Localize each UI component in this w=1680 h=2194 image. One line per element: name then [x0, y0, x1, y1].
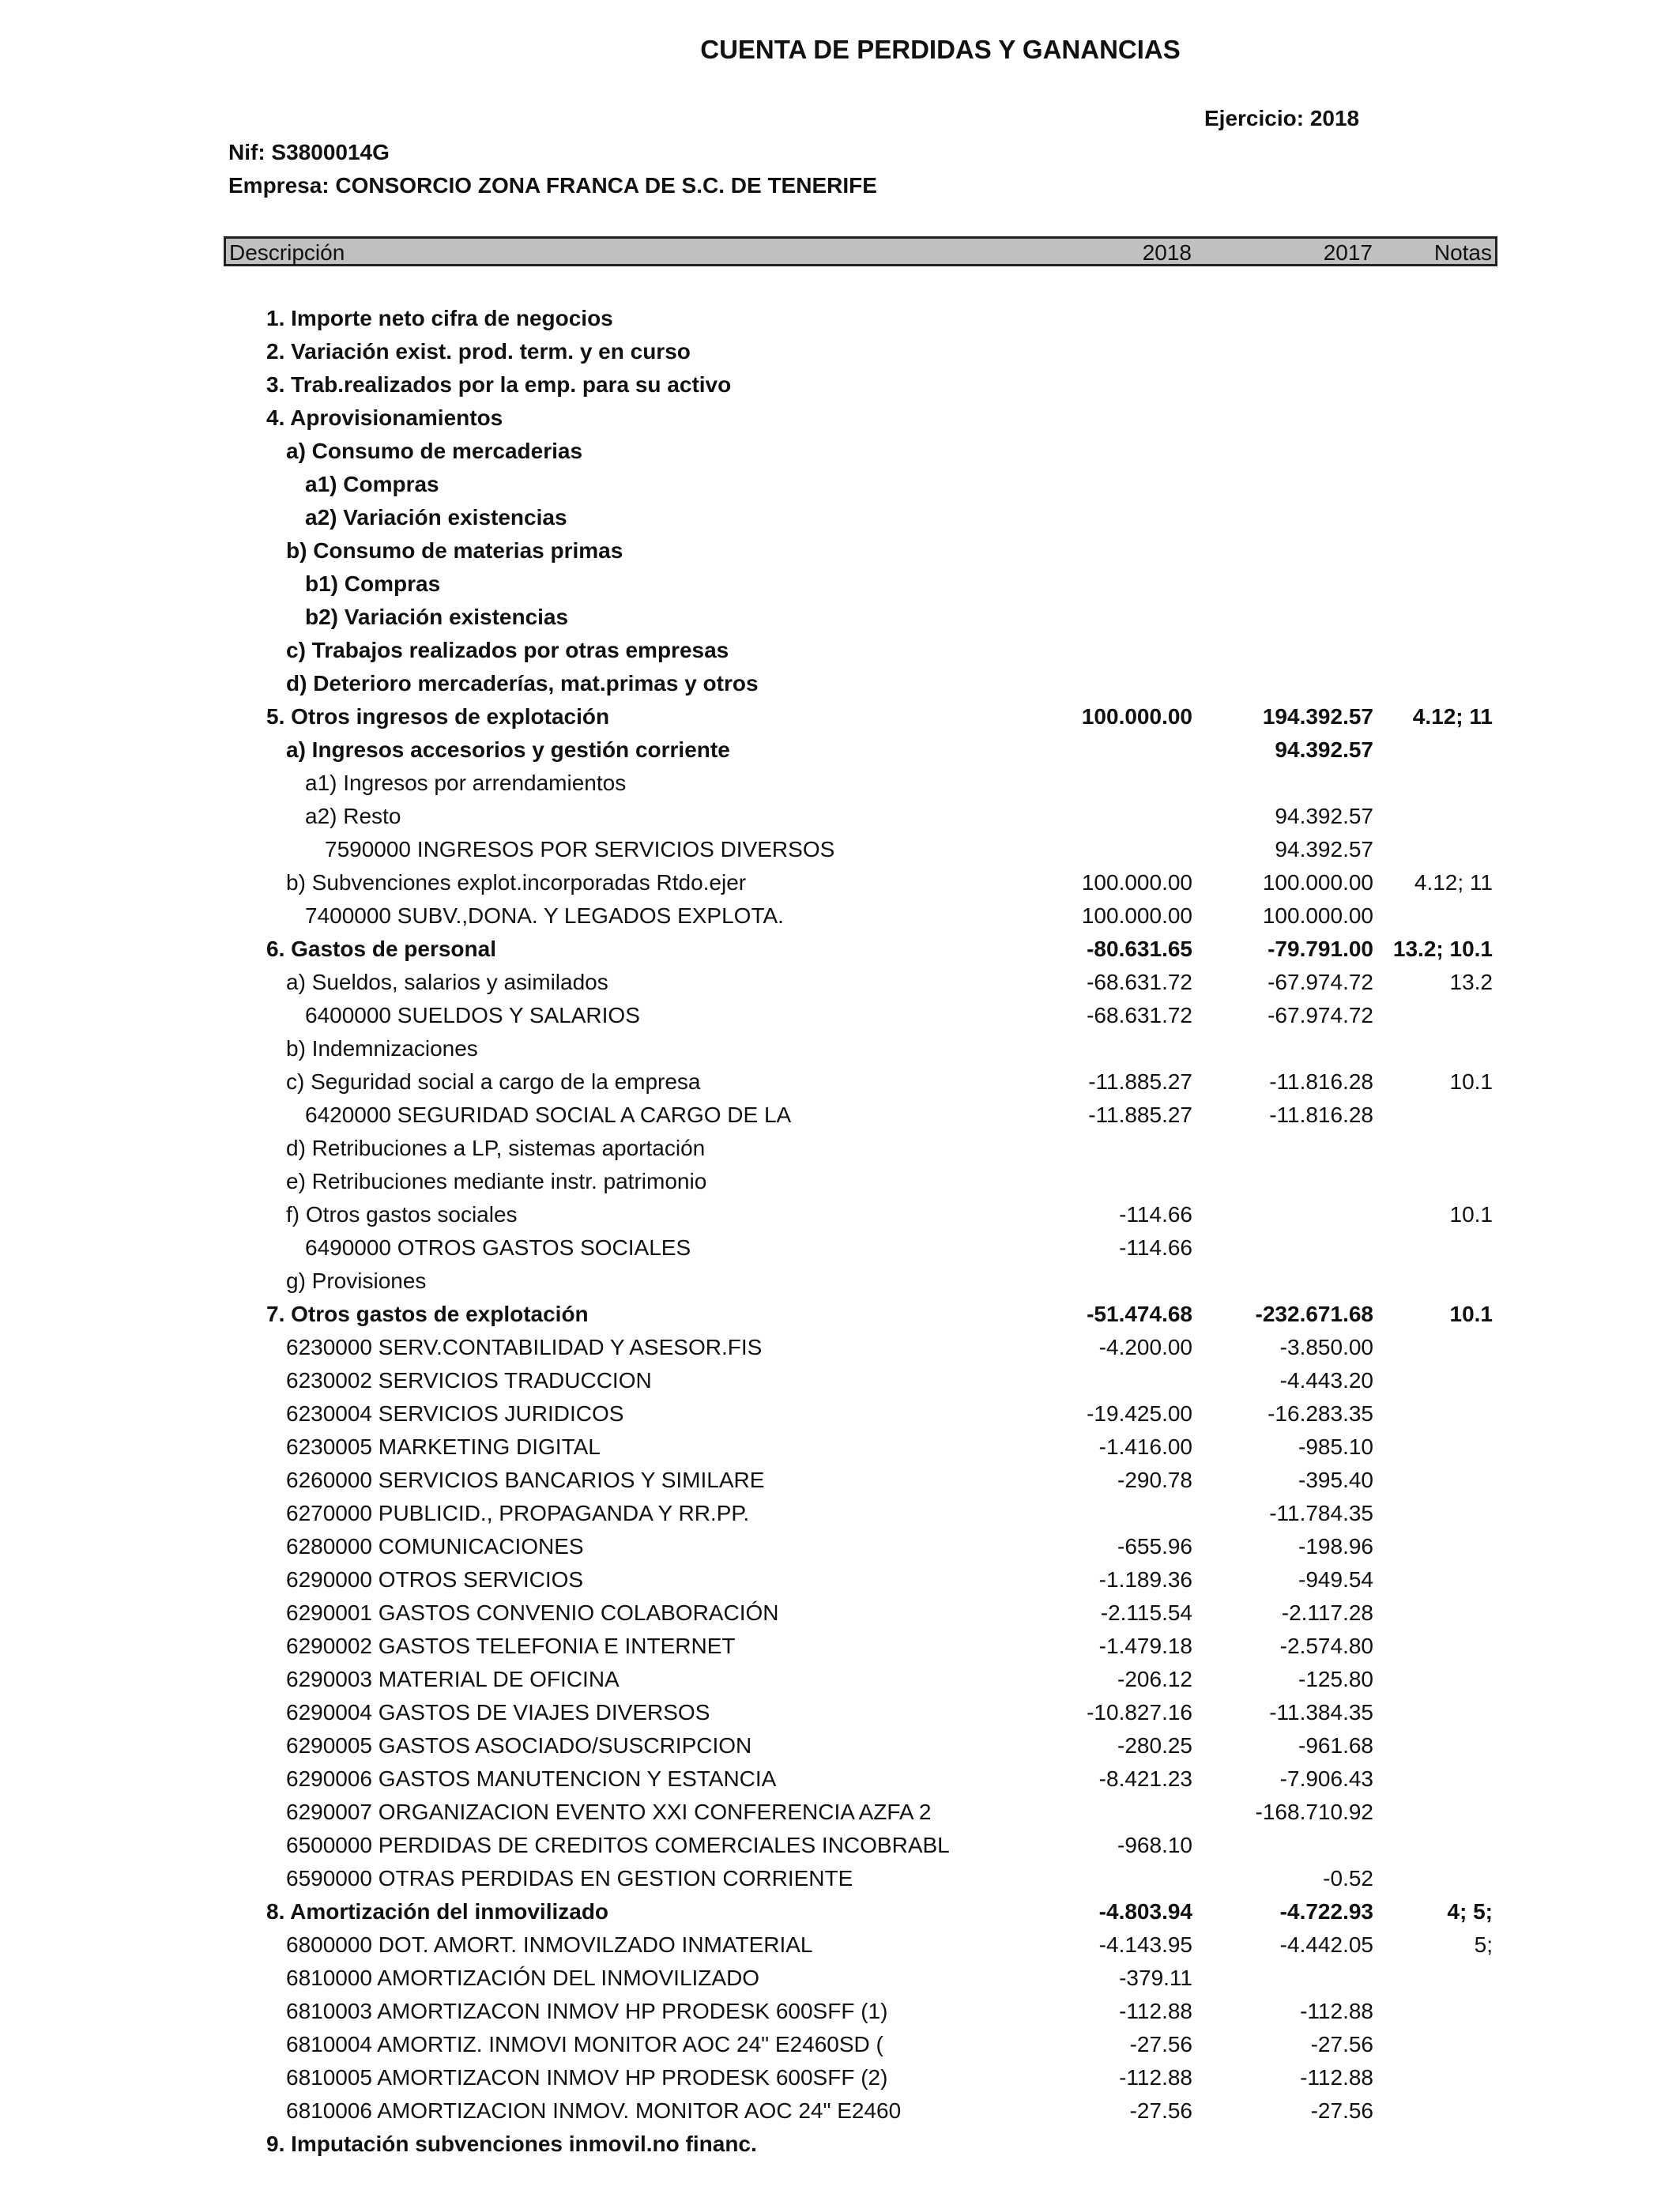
table-row: [0, 303, 1680, 336]
table-row: [0, 734, 1680, 767]
row-description: 6290003 MATERIAL DE OFICINA: [286, 1667, 620, 1691]
row-description: b2) Variación existencias: [305, 605, 569, 629]
row-value-2017: -11.384.35: [1269, 1700, 1373, 1725]
row-value-2018: -19.425.00: [1087, 1401, 1192, 1426]
row-value-2018: -206.12: [1117, 1667, 1192, 1691]
row-value-2017: -949.54: [1298, 1567, 1373, 1592]
row-description: b) Subvenciones explot.incorporadas Rtdo.ejer: [286, 870, 747, 895]
table-row: [0, 502, 1680, 535]
row-description: 6260000 SERVICIOS BANCARIOS Y SIMILARE: [286, 1468, 765, 1492]
row-value-2017: -232.671.68: [1255, 1302, 1373, 1326]
document-title: CUENTA DE PERDIDAS Y GANANCIAS: [700, 35, 1181, 64]
row-description: g) Provisiones: [286, 1269, 427, 1293]
table-row: [0, 1996, 1680, 2029]
table-row: [0, 1000, 1680, 1033]
row-value-2018: -114.66: [1119, 1235, 1192, 1260]
table-row: [0, 1597, 1680, 1630]
table-row: [0, 1099, 1680, 1133]
row-value-2018: -68.631.72: [1087, 970, 1192, 994]
row-description: 7400000 SUBV.,DONA. Y LEGADOS EXPLOTA.: [305, 903, 784, 928]
row-description: 6230004 SERVICIOS JURIDICOS: [286, 1401, 624, 1426]
table-row: [0, 1498, 1680, 1531]
row-description: 6290000 OTROS SERVICIOS: [286, 1567, 584, 1592]
tax-id: Nif: S3800014G: [228, 140, 390, 164]
row-description: 9. Imputación subvenciones inmovil.no financ.: [266, 2132, 757, 2156]
table-row: [0, 1730, 1680, 1763]
table-row: [0, 967, 1680, 1000]
row-value-2018: -27.56: [1129, 2032, 1192, 2056]
row-value-2018: -4.200.00: [1098, 1335, 1192, 1359]
row-value-2017: -112.88: [1300, 2065, 1373, 2090]
table-row: [0, 1133, 1680, 1166]
row-description: b) Indemnizaciones: [286, 1036, 478, 1061]
row-value-2018: 100.000.00: [1081, 704, 1192, 729]
row-notas: 10.1: [1449, 1302, 1493, 1326]
table-row: [0, 701, 1680, 734]
row-description: 6270000 PUBLICID., PROPAGANDA Y RR.PP.: [286, 1501, 750, 1525]
row-value-2018: -11.885.27: [1088, 1103, 1192, 1127]
row-description: 1. Importe neto cifra de negocios: [266, 306, 613, 330]
row-value-2017: 194.392.57: [1262, 704, 1373, 729]
row-value-2017: 100.000.00: [1262, 870, 1373, 895]
table-row: [0, 369, 1680, 402]
row-description: 6290004 GASTOS DE VIAJES DIVERSOS: [286, 1700, 710, 1725]
row-value-2017: -27.56: [1310, 2098, 1373, 2123]
row-value-2018: -1.189.36: [1098, 1567, 1192, 1592]
row-value-2018: 100.000.00: [1081, 903, 1192, 928]
row-value-2018: -4.803.94: [1098, 1899, 1192, 1924]
row-description: 7. Otros gastos de explotación: [266, 1302, 589, 1326]
row-description: a2) Resto: [305, 804, 401, 828]
row-description: b1) Compras: [305, 571, 441, 596]
row-value-2017: -16.283.35: [1268, 1401, 1373, 1426]
row-description: d) Deterioro mercaderías, mat.primas y otros: [286, 671, 759, 696]
row-value-2018: -4.143.95: [1098, 1932, 1192, 1957]
row-description: 6290006 GASTOS MANUTENCION Y ESTANCIA: [286, 1766, 777, 1791]
row-value-2017: -67.974.72: [1268, 970, 1373, 994]
row-value-2018: -1.479.18: [1098, 1634, 1192, 1658]
row-value-2018: -114.66: [1119, 1202, 1192, 1227]
row-value-2018: -51.474.68: [1087, 1302, 1192, 1326]
header-year-2018: 2018: [1142, 240, 1192, 265]
table-row: [0, 834, 1680, 867]
table-row: [0, 1332, 1680, 1365]
row-description: 3. Trab.realizados por la emp. para su activo: [266, 372, 732, 397]
row-value-2017: -198.96: [1298, 1534, 1373, 1559]
row-description: 6290002 GASTOS TELEFONIA E INTERNET: [286, 1634, 736, 1658]
row-description: 6290001 GASTOS CONVENIO COLABORACIÓN: [286, 1600, 779, 1625]
row-value-2017: -3.850.00: [1279, 1335, 1373, 1359]
header-descripcion: Descripción: [229, 240, 345, 265]
row-value-2018: 100.000.00: [1081, 870, 1192, 895]
table-body: [0, 303, 1680, 2162]
table-row: [0, 2095, 1680, 2128]
row-description: d) Retribuciones a LP, sistemas aportación: [286, 1136, 706, 1160]
table-row: [0, 1630, 1680, 1664]
table-row: [0, 635, 1680, 668]
table-row: [0, 601, 1680, 635]
row-value-2018: -11.885.27: [1088, 1069, 1192, 1094]
row-description: a2) Variación existencias: [305, 505, 567, 530]
row-description: 6810006 AMORTIZACION INMOV. MONITOR AOC 24" E2460: [286, 2098, 902, 2123]
table-row: [0, 1796, 1680, 1830]
fiscal-year: Ejercicio: 2018: [1204, 106, 1360, 130]
header-year-2017: 2017: [1323, 240, 1373, 265]
row-value-2018: -379.11: [1119, 1966, 1192, 1990]
row-description: 6420000 SEGURIDAD SOCIAL A CARGO DE LA: [305, 1103, 792, 1127]
row-description: a) Ingresos accesorios y gestión corriente: [286, 737, 730, 762]
row-description: 6810000 AMORTIZACIÓN DEL INMOVILIZADO: [286, 1966, 760, 1990]
row-description: 6490000 OTROS GASTOS SOCIALES: [305, 1235, 691, 1260]
table-row: [0, 2062, 1680, 2095]
row-value-2017: -961.68: [1298, 1733, 1373, 1758]
table-row: [0, 1863, 1680, 1896]
row-value-2017: -112.88: [1300, 1999, 1373, 2023]
row-description: 6500000 PERDIDAS DE CREDITOS COMERCIALES INCOBRABL: [286, 1833, 950, 1857]
row-value-2017: -67.974.72: [1268, 1003, 1373, 1027]
table-row: [0, 1929, 1680, 1962]
row-value-2017: -168.710.92: [1255, 1800, 1373, 1824]
table-row: [0, 1431, 1680, 1465]
table-row: [0, 1066, 1680, 1099]
table-row: [0, 1465, 1680, 1498]
row-value-2017: -7.906.43: [1279, 1766, 1373, 1791]
row-value-2018: -8.421.23: [1098, 1766, 1192, 1791]
table-row: [0, 1763, 1680, 1796]
row-value-2017: -79.791.00: [1268, 937, 1373, 961]
row-description: 6. Gastos de personal: [266, 937, 496, 961]
row-description: 6290005 GASTOS ASOCIADO/SUSCRIPCION: [286, 1733, 752, 1758]
row-value-2018: -968.10: [1117, 1833, 1192, 1857]
table-row: [0, 402, 1680, 435]
row-description: f) Otros gastos sociales: [286, 1202, 518, 1227]
row-value-2018: -290.78: [1117, 1468, 1192, 1492]
row-notas: 4; 5;: [1447, 1899, 1493, 1924]
row-description: 6810004 AMORTIZ. INMOVI MONITOR AOC 24" E2460SD (: [286, 2032, 883, 2056]
row-value-2018: -10.827.16: [1087, 1700, 1192, 1725]
row-description: c) Seguridad social a cargo de la empresa: [286, 1069, 701, 1094]
table-row: [0, 336, 1680, 369]
row-notas: 10.1: [1449, 1069, 1493, 1094]
table-row: [0, 469, 1680, 502]
row-notas: 4.12; 11: [1414, 870, 1493, 895]
row-description: e) Retribuciones mediante instr. patrimonio: [286, 1169, 707, 1193]
table-row: [0, 933, 1680, 967]
row-value-2017: -125.80: [1298, 1667, 1373, 1691]
row-value-2017: -4.442.05: [1279, 1932, 1373, 1957]
row-description: 5. Otros ingresos de explotación: [266, 704, 610, 729]
table-header: [224, 236, 1497, 266]
row-value-2018: -1.416.00: [1098, 1434, 1192, 1459]
table-row: [0, 2029, 1680, 2062]
table-row: [0, 767, 1680, 801]
table-row: [0, 1564, 1680, 1597]
row-notas: 13.2: [1449, 970, 1493, 994]
row-value-2017: -4.722.93: [1279, 1899, 1373, 1924]
table-row: [0, 568, 1680, 601]
row-value-2018: -80.631.65: [1087, 937, 1192, 961]
row-description: 6290007 ORGANIZACION EVENTO XXI CONFERENCIA AZFA 2: [286, 1800, 932, 1824]
row-value-2017: -11.784.35: [1269, 1501, 1373, 1525]
table-row: [0, 1199, 1680, 1232]
row-value-2018: -112.88: [1119, 2065, 1192, 2090]
table-row: [0, 900, 1680, 933]
row-description: 6280000 COMUNICACIONES: [286, 1534, 584, 1559]
row-value-2018: -68.631.72: [1087, 1003, 1192, 1027]
row-value-2017: -0.52: [1323, 1866, 1373, 1891]
table-row: [0, 535, 1680, 568]
table-row: [0, 801, 1680, 834]
table-row: [0, 1896, 1680, 1929]
row-value-2017: 94.392.57: [1275, 837, 1373, 861]
row-description: 6810003 AMORTIZACON INMOV HP PRODESK 600SFF (1): [286, 1999, 888, 2023]
row-notas: 5;: [1474, 1932, 1493, 1957]
row-description: 6230000 SERV.CONTABILIDAD Y ASESOR.FIS: [286, 1335, 763, 1359]
row-description: 6810005 AMORTIZACON INMOV HP PRODESK 600SFF (2): [286, 2065, 888, 2090]
row-value-2017: 94.392.57: [1275, 804, 1373, 828]
row-value-2018: -280.25: [1117, 1733, 1192, 1758]
row-value-2017: 100.000.00: [1262, 903, 1373, 928]
table-row: [0, 1830, 1680, 1863]
table-row: [0, 1664, 1680, 1697]
row-description: 6590000 OTRAS PERDIDAS EN GESTION CORRIENTE: [286, 1866, 853, 1891]
table-row: [0, 2128, 1680, 2162]
row-value-2017: -4.443.20: [1279, 1368, 1373, 1393]
table-row: [0, 668, 1680, 701]
table-row: [0, 1697, 1680, 1730]
row-value-2018: -112.88: [1119, 1999, 1192, 2023]
table-row: [0, 867, 1680, 900]
table-row: [0, 1962, 1680, 1996]
table-row: [0, 1033, 1680, 1066]
row-description: 6230002 SERVICIOS TRADUCCION: [286, 1368, 652, 1393]
table-row: [0, 1531, 1680, 1564]
table-row: [0, 1232, 1680, 1265]
row-value-2017: -11.816.28: [1269, 1069, 1373, 1094]
header-notas: Notas: [1433, 240, 1492, 265]
row-value-2017: -11.816.28: [1269, 1103, 1373, 1127]
row-description: 6800000 DOT. AMORT. INMOVILZADO INMATERIAL: [286, 1932, 813, 1957]
row-value-2018: -2.115.54: [1100, 1600, 1192, 1625]
row-notas: 10.1: [1449, 1202, 1493, 1227]
row-value-2017: -2.574.80: [1279, 1634, 1373, 1658]
row-description: a) Consumo de mercaderias: [286, 439, 583, 463]
row-value-2018: -27.56: [1129, 2098, 1192, 2123]
row-value-2018: -655.96: [1117, 1534, 1192, 1559]
row-description: a1) Compras: [305, 472, 439, 496]
row-notas: 4.12; 11: [1412, 704, 1493, 729]
row-description: 8. Amortización del inmovilizado: [266, 1899, 609, 1924]
row-description: 7590000 INGRESOS POR SERVICIOS DIVERSOS: [325, 837, 835, 861]
row-description: 4. Aprovisionamientos: [266, 405, 503, 430]
row-description: 6400000 SUELDOS Y SALARIOS: [305, 1003, 640, 1027]
row-value-2017: 94.392.57: [1275, 737, 1373, 762]
row-description: 2. Variación exist. prod. term. y en curso: [266, 339, 691, 364]
company-name: Empresa: CONSORCIO ZONA FRANCA DE S.C. DE TENERIFE: [228, 173, 877, 198]
table-row: [0, 1365, 1680, 1398]
row-description: b) Consumo de materias primas: [286, 538, 623, 563]
table-row: [0, 1166, 1680, 1199]
table-row: [0, 1265, 1680, 1299]
row-description: c) Trabajos realizados por otras empresas: [286, 638, 729, 662]
row-notas: 13.2; 10.1: [1392, 937, 1493, 961]
row-value-2017: -2.117.28: [1281, 1600, 1373, 1625]
table-row: [0, 1398, 1680, 1431]
table-row: [0, 435, 1680, 469]
row-value-2017: -395.40: [1298, 1468, 1373, 1492]
row-description: a1) Ingresos por arrendamientos: [305, 771, 627, 795]
table-row: [0, 1299, 1680, 1332]
row-value-2017: -985.10: [1298, 1434, 1373, 1459]
row-description: 6230005 MARKETING DIGITAL: [286, 1434, 601, 1459]
row-description: a) Sueldos, salarios y asimilados: [286, 970, 608, 994]
row-value-2017: -27.56: [1310, 2032, 1373, 2056]
